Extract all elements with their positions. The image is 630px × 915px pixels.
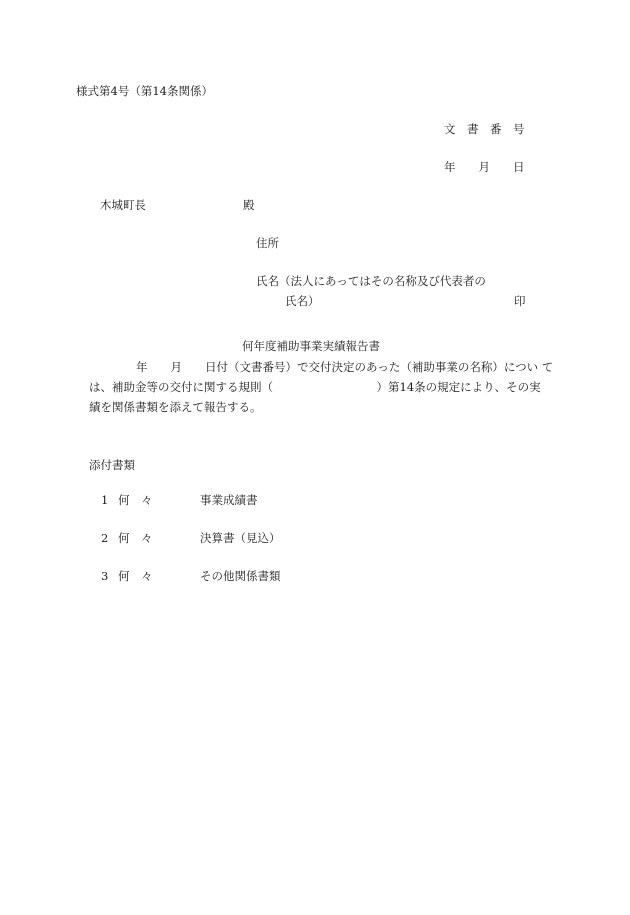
attachment-number: 1 [101,493,109,507]
attachment-ditto: 何 々 [118,569,153,583]
attachments-heading: 添付書類 [89,458,135,472]
report-title: 何年度補助事業実績報告書 [242,339,380,353]
attachment-name: その他関係書類 [200,569,281,583]
address-label: 住所 [256,236,279,250]
name-label-line1: 氏名（法人にあってはその名称及び代表者の [256,274,486,288]
attachment-ditto: 何 々 [118,493,153,507]
honorific: 殿 [243,198,255,212]
attachment-name: 事業成績書 [200,493,258,507]
body-line-3: 績を関係書類を添えて報告する。 [89,400,262,414]
attachment-name: 決算書（見込） [200,531,281,545]
body-line-1: 年 月 日付（文書番号）で交付決定のあった（補助事業の名称）につい て [136,360,554,374]
seal-mark: 印 [514,294,526,308]
attachment-ditto: 何 々 [118,531,153,545]
document-number: 文 書 番 号 [444,122,525,136]
attachment-number: 3 [101,569,109,583]
addressee: 木城町長 [100,198,146,212]
body-line-2: は、補助金等の交付に関する規則（ ）第14条の規定により、その実 [89,380,541,394]
date-line: 年 月 日 [444,160,525,174]
attachment-number: 2 [101,531,109,545]
name-label-line2: 氏名） [285,294,320,308]
form-label: 様式第4号（第14条関係） [76,84,213,98]
